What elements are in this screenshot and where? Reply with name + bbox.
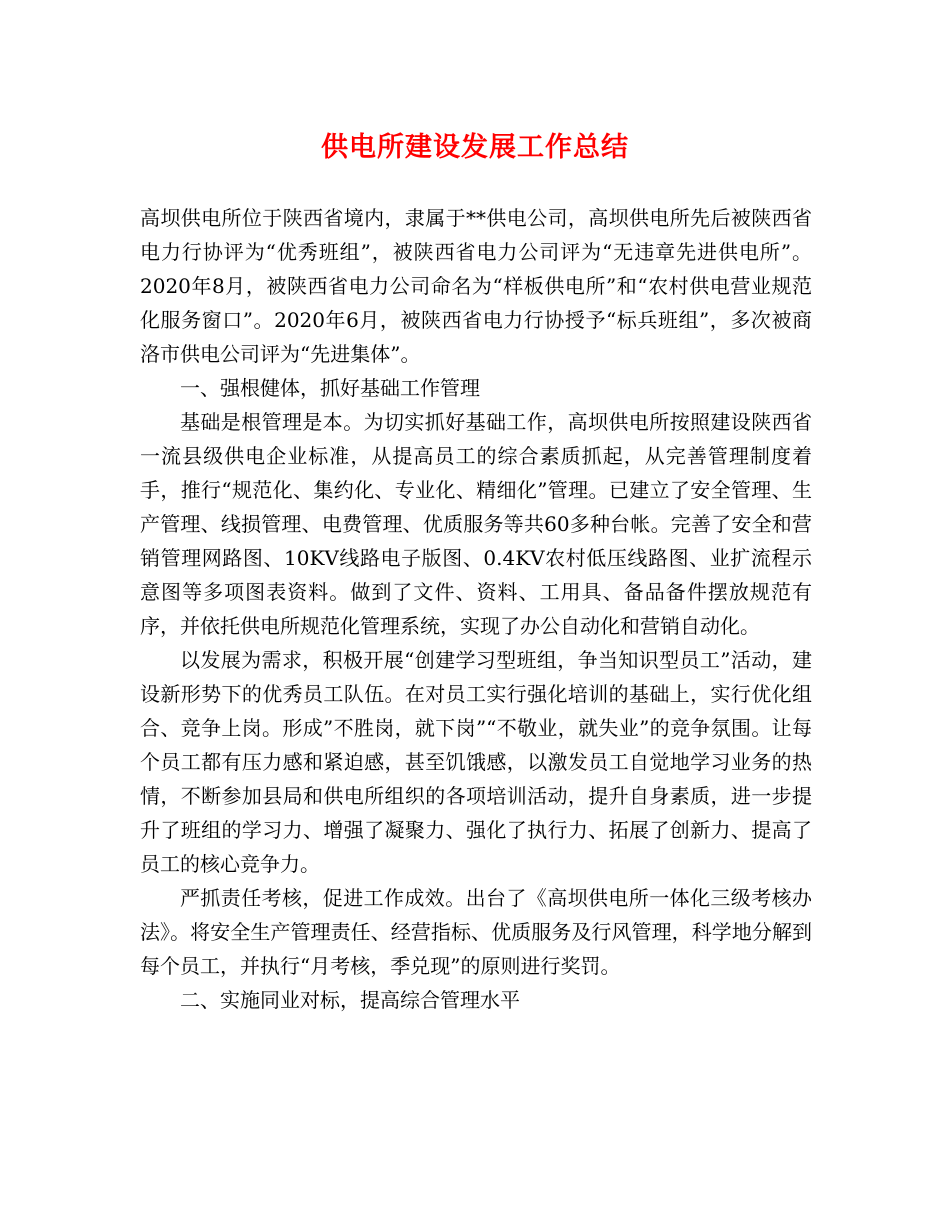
paragraph-assessment: 严抓责任考核，促进工作成效。出台了《高坝供电所一体化三级考核办法》。将安全生产管理责任、经营指标、优质服务及行风管理，科学地分解到每个员工，并执行“月考核，季兑现”的原则进行奖罚。 (140, 886, 812, 978)
paragraph-foundation: 基础是根管理是本。为切实抓好基础工作，高坝供电所按照建设陕西省一流县级供电企业标准，从提高员工的综合素质抓起，从完善管理制度着手，推行“规范化、集约化、专业化、精细化”管理。已建立了安全管理、生产管理、线损管理、电费管理、优质服务等共60多种台帐。完善了安全和营销管理网路图、10KV线路电子版图、0.4KV农村低压线路图、业扩流程示意图等多项图表资料。做到了文件、资料、工用具、备品备件摆放规范有序，并依托供电所规范化管理系统，实现了办公自动化和营销自动化。 (140, 410, 812, 638)
document-body (140, 201, 812, 1017)
document-title: 供电所建设发展工作总结 (321, 132, 629, 163)
paragraph-training: 以发展为需求，积极开展“创建学习型班组，争当知识型员工”活动，建设新形势下的优秀员工队伍。在对员工实行强化培训的基础上，实行优化组合、竞争上岗。形成”不胜岗，就下岗”“不敬业，就失业”的竞争氛围。让每个员工都有压力感和紧迫感，甚至饥饿感，以激发员工自觉地学习业务的热情，不断参加县局和供电所组织的各项培训活动，提升自身素质，进一步提升了班组的学习力、增强了凝聚力、强化了执行力、拓展了创新力、提高了员工的核心竞争力。 (140, 648, 812, 876)
section-heading-1: 一、强根健体，抓好基础工作管理 (180, 376, 480, 400)
paragraph-intro: 高坝供电所位于陕西省境内，隶属于**供电公司，高坝供电所先后被陕西省电力行协评为“优秀班组”，被陕西省电力公司评为“无违章先进供电所”。2020年8月，被陕西省电力公司命名为“样板供电所”和“农村供电营业规范化服务窗口”。2020年6月，被陕西省电力行协授予“标兵班组”，多次被商洛市供电公司评为“先进集体”。 (140, 206, 812, 366)
section-heading-2: 二、实施同业对标，提高综合管理水平 (180, 988, 520, 1012)
